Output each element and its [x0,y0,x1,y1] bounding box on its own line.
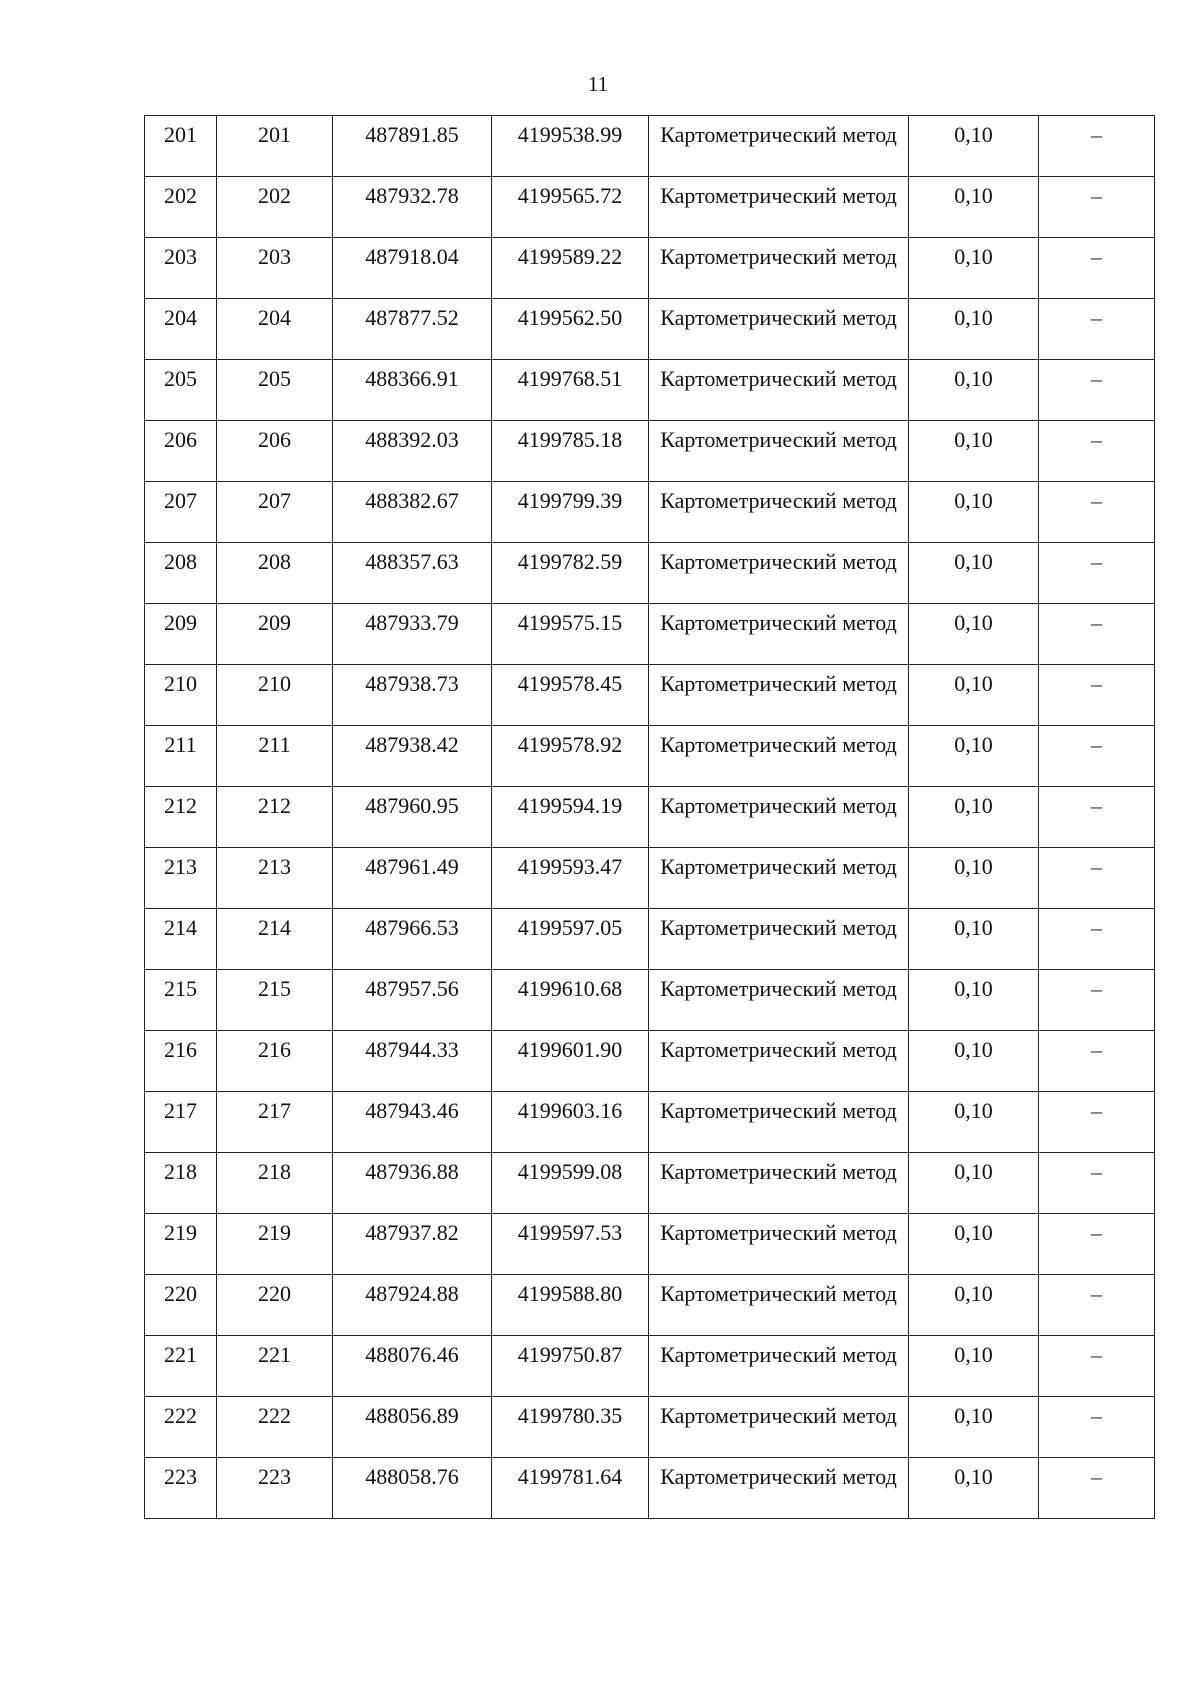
cell-coordinate-y: 4199799.39 [492,482,649,543]
cell-point-id: 211 [217,726,333,787]
cell-point-id: 214 [217,909,333,970]
cell-note: – [1039,543,1155,604]
cell-point-id: 222 [217,1397,333,1458]
cell-coordinate-x: 488392.03 [333,421,492,482]
cell-accuracy: 0,10 [909,665,1039,726]
cell-accuracy: 0,10 [909,1031,1039,1092]
cell-coordinate-y: 4199768.51 [492,360,649,421]
cell-point-id: 216 [217,1031,333,1092]
table-row [145,1397,1155,1458]
cell-method: Картометрический метод [649,1336,909,1397]
cell-coordinate-x: 487937.82 [333,1214,492,1275]
cell-accuracy: 0,10 [909,1397,1039,1458]
cell-point-id: 219 [217,1214,333,1275]
cell-coordinate-x: 488357.63 [333,543,492,604]
table-row [145,543,1155,604]
cell-method: Картометрический метод [649,543,909,604]
cell-coordinate-y: 4199601.90 [492,1031,649,1092]
cell-note: – [1039,116,1155,177]
cell-coordinate-x: 487936.88 [333,1153,492,1214]
cell-coordinate-y: 4199610.68 [492,970,649,1031]
cell-coordinate-y: 4199785.18 [492,421,649,482]
table-row [145,1458,1155,1519]
cell-accuracy: 0,10 [909,604,1039,665]
cell-accuracy: 0,10 [909,970,1039,1031]
cell-method: Картометрический метод [649,787,909,848]
cell-point-number: 214 [145,909,217,970]
cell-note: – [1039,970,1155,1031]
cell-method: Картометрический метод [649,360,909,421]
cell-coordinate-y: 4199578.92 [492,726,649,787]
cell-accuracy: 0,10 [909,238,1039,299]
cell-method: Картометрический метод [649,1031,909,1092]
cell-accuracy: 0,10 [909,909,1039,970]
cell-coordinate-y: 4199593.47 [492,848,649,909]
cell-note: – [1039,1031,1155,1092]
cell-note: – [1039,1458,1155,1519]
cell-coordinate-y: 4199562.50 [492,299,649,360]
table-row [145,787,1155,848]
cell-coordinate-y: 4199780.35 [492,1397,649,1458]
cell-point-id: 213 [217,848,333,909]
cell-point-number: 220 [145,1275,217,1336]
cell-coordinate-x: 487932.78 [333,177,492,238]
cell-point-id: 206 [217,421,333,482]
cell-note: – [1039,726,1155,787]
cell-method: Картометрический метод [649,970,909,1031]
cell-point-number: 208 [145,543,217,604]
cell-method: Картометрический метод [649,1092,909,1153]
cell-accuracy: 0,10 [909,1336,1039,1397]
cell-method: Картометрический метод [649,1458,909,1519]
cell-method: Картометрический метод [649,665,909,726]
cell-note: – [1039,1214,1155,1275]
table-row [145,1214,1155,1275]
cell-method: Картометрический метод [649,238,909,299]
cell-coordinate-x: 487966.53 [333,909,492,970]
cell-coordinate-y: 4199594.19 [492,787,649,848]
table-row [145,116,1155,177]
table-row [145,1092,1155,1153]
cell-coordinate-y: 4199597.05 [492,909,649,970]
table-row [145,848,1155,909]
cell-coordinate-y: 4199750.87 [492,1336,649,1397]
cell-point-number: 202 [145,177,217,238]
cell-accuracy: 0,10 [909,360,1039,421]
table-row [145,1275,1155,1336]
table-row [145,299,1155,360]
cell-point-number: 209 [145,604,217,665]
cell-note: – [1039,1336,1155,1397]
table-row [145,726,1155,787]
cell-method: Картометрический метод [649,1397,909,1458]
cell-point-number: 210 [145,665,217,726]
cell-point-number: 223 [145,1458,217,1519]
table-row [145,1031,1155,1092]
cell-coordinate-x: 487957.56 [333,970,492,1031]
cell-point-id: 220 [217,1275,333,1336]
cell-accuracy: 0,10 [909,1092,1039,1153]
table-row [145,970,1155,1031]
cell-note: – [1039,1397,1155,1458]
table-row [145,482,1155,543]
table-row [145,1153,1155,1214]
cell-accuracy: 0,10 [909,421,1039,482]
cell-coordinate-y: 4199782.59 [492,543,649,604]
cell-note: – [1039,360,1155,421]
cell-point-id: 207 [217,482,333,543]
cell-point-number: 201 [145,116,217,177]
cell-coordinate-x: 487961.49 [333,848,492,909]
table-row [145,177,1155,238]
cell-coordinate-x: 487918.04 [333,238,492,299]
cell-point-id: 210 [217,665,333,726]
cell-method: Картометрический метод [649,1214,909,1275]
coordinates-table [144,115,1155,1519]
cell-point-id: 209 [217,604,333,665]
cell-point-id: 218 [217,1153,333,1214]
cell-coordinate-y: 4199588.80 [492,1275,649,1336]
cell-coordinate-x: 487877.52 [333,299,492,360]
cell-note: – [1039,665,1155,726]
cell-coordinate-y: 4199597.53 [492,1214,649,1275]
cell-point-number: 215 [145,970,217,1031]
cell-note: – [1039,604,1155,665]
cell-accuracy: 0,10 [909,1275,1039,1336]
cell-point-id: 221 [217,1336,333,1397]
cell-coordinate-x: 488382.67 [333,482,492,543]
cell-accuracy: 0,10 [909,1458,1039,1519]
cell-coordinate-x: 487944.33 [333,1031,492,1092]
cell-point-number: 218 [145,1153,217,1214]
cell-method: Картометрический метод [649,116,909,177]
cell-point-number: 213 [145,848,217,909]
cell-coordinate-x: 487924.88 [333,1275,492,1336]
table-row [145,238,1155,299]
cell-method: Картометрический метод [649,726,909,787]
cell-coordinate-y: 4199589.22 [492,238,649,299]
cell-method: Картометрический метод [649,482,909,543]
cell-coordinate-x: 487938.73 [333,665,492,726]
cell-note: – [1039,421,1155,482]
cell-point-id: 202 [217,177,333,238]
cell-method: Картометрический метод [649,1275,909,1336]
table-row [145,604,1155,665]
cell-point-number: 203 [145,238,217,299]
cell-point-id: 205 [217,360,333,421]
cell-accuracy: 0,10 [909,1214,1039,1275]
cell-point-number: 206 [145,421,217,482]
cell-method: Картометрический метод [649,848,909,909]
cell-accuracy: 0,10 [909,116,1039,177]
cell-coordinate-x: 487891.85 [333,116,492,177]
cell-point-id: 215 [217,970,333,1031]
cell-method: Картометрический метод [649,1153,909,1214]
table-row [145,665,1155,726]
cell-note: – [1039,848,1155,909]
cell-note: – [1039,909,1155,970]
cell-point-number: 217 [145,1092,217,1153]
cell-note: – [1039,299,1155,360]
cell-point-number: 216 [145,1031,217,1092]
table-row [145,909,1155,970]
cell-coordinate-y: 4199603.16 [492,1092,649,1153]
cell-point-number: 205 [145,360,217,421]
cell-point-id: 201 [217,116,333,177]
table-body [145,116,1155,1519]
cell-coordinate-x: 487960.95 [333,787,492,848]
cell-accuracy: 0,10 [909,1153,1039,1214]
cell-method: Картометрический метод [649,421,909,482]
cell-method: Картометрический метод [649,299,909,360]
cell-point-id: 203 [217,238,333,299]
cell-point-number: 222 [145,1397,217,1458]
cell-method: Картометрический метод [649,604,909,665]
cell-coordinate-y: 4199599.08 [492,1153,649,1214]
cell-point-number: 221 [145,1336,217,1397]
cell-point-id: 212 [217,787,333,848]
cell-accuracy: 0,10 [909,543,1039,604]
cell-point-number: 219 [145,1214,217,1275]
cell-accuracy: 0,10 [909,177,1039,238]
cell-note: – [1039,1153,1155,1214]
cell-point-number: 212 [145,787,217,848]
table-row [145,421,1155,482]
cell-point-id: 217 [217,1092,333,1153]
cell-accuracy: 0,10 [909,482,1039,543]
cell-note: – [1039,482,1155,543]
cell-point-id: 208 [217,543,333,604]
cell-method: Картометрический метод [649,909,909,970]
cell-accuracy: 0,10 [909,299,1039,360]
cell-point-number: 207 [145,482,217,543]
cell-note: – [1039,238,1155,299]
cell-point-number: 211 [145,726,217,787]
cell-note: – [1039,787,1155,848]
cell-note: – [1039,1092,1155,1153]
table-row [145,360,1155,421]
cell-point-number: 204 [145,299,217,360]
cell-coordinate-x: 488366.91 [333,360,492,421]
cell-point-id: 223 [217,1458,333,1519]
page-number: 11 [587,72,609,96]
cell-coordinate-x: 487943.46 [333,1092,492,1153]
cell-coordinate-y: 4199781.64 [492,1458,649,1519]
cell-coordinate-x: 488076.46 [333,1336,492,1397]
cell-note: – [1039,1275,1155,1336]
cell-method: Картометрический метод [649,177,909,238]
cell-coordinate-x: 488056.89 [333,1397,492,1458]
cell-coordinate-y: 4199565.72 [492,177,649,238]
cell-coordinate-x: 487938.42 [333,726,492,787]
cell-accuracy: 0,10 [909,848,1039,909]
cell-accuracy: 0,10 [909,726,1039,787]
cell-note: – [1039,177,1155,238]
cell-coordinate-x: 487933.79 [333,604,492,665]
cell-coordinate-y: 4199578.45 [492,665,649,726]
cell-point-id: 204 [217,299,333,360]
table-row [145,1336,1155,1397]
cell-coordinate-y: 4199538.99 [492,116,649,177]
cell-accuracy: 0,10 [909,787,1039,848]
cell-coordinate-y: 4199575.15 [492,604,649,665]
cell-coordinate-x: 488058.76 [333,1458,492,1519]
